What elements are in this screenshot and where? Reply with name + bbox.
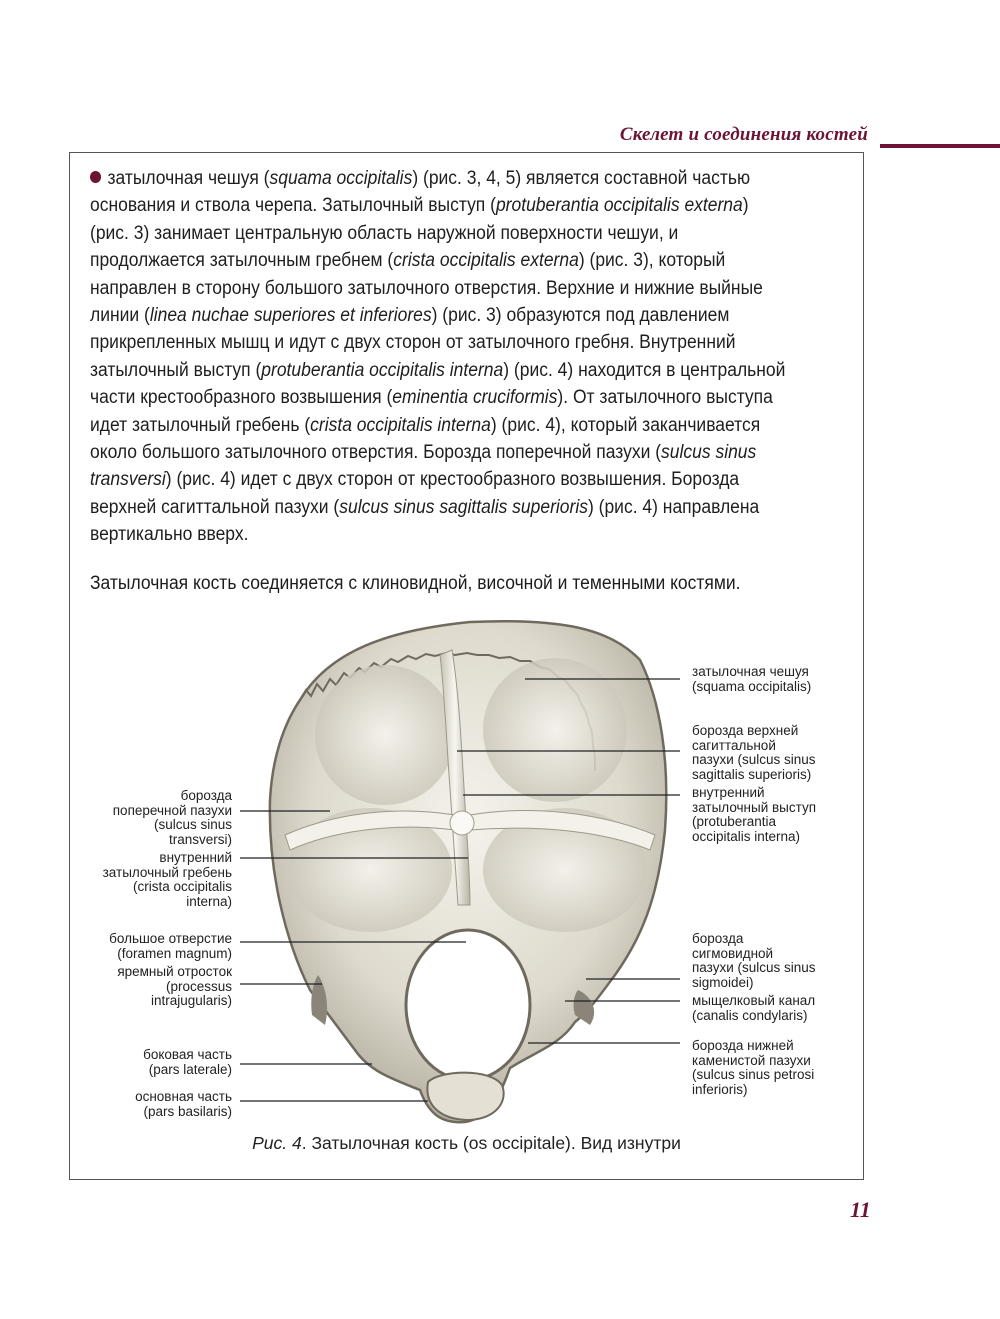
label-sulcus-transversi: борозда поперечной пазухи (sulcus sinus transversi) bbox=[112, 788, 232, 847]
latin-term: linea nuchae superiores et inferiores bbox=[149, 305, 432, 327]
text-segment: затылочная чешуя ( bbox=[107, 168, 270, 189]
latin-term: squama occipitalis bbox=[269, 168, 413, 189]
text-segment: ) (рис. 4), который заканчивается около большого затылочного отверстия. Борозда поперечной пазухи ( bbox=[90, 414, 761, 464]
label-protuberance-interna: внутренний затылочный выступ (protuberantia occipitalis interna) bbox=[692, 785, 817, 844]
latin-term: protuberantia occipitalis externa bbox=[495, 195, 743, 217]
label-pars-basilaris: основная часть (pars basilaris) bbox=[135, 1089, 232, 1119]
latin-term: sulcus sinus sagittalis superioris bbox=[339, 496, 588, 518]
section-header: Скелет и соединения костей bbox=[619, 124, 868, 145]
label-foramen-magnum: большое отверстие (foramen magnum) bbox=[109, 931, 232, 961]
text-segment: ) (рис. 4) находится в центральной части крестообразного возвышения ( bbox=[90, 359, 786, 409]
latin-term: protuberantia occipitalis interna bbox=[261, 359, 504, 381]
figure-caption bbox=[0, 1133, 933, 1154]
main-paragraph bbox=[90, 165, 789, 549]
text-segment: ) (рис. 3), который направлен в сторону большого затылочного отверстия. Верхние и нижние выйные линии ( bbox=[90, 250, 763, 327]
body-text bbox=[90, 165, 789, 549]
label-sulcus-sigmoidei: борозда сигмовидной пазухи (sulcus sinus sigmoidei) bbox=[692, 931, 816, 990]
header-rule bbox=[880, 144, 1000, 148]
label-jugular-process: яремный отросток (processus intrajugularis) bbox=[117, 964, 232, 1008]
latin-term: eminentia cruciformis bbox=[392, 387, 558, 409]
text-segment: ) (рис. 3, 4, 5) является составной частью основания и ствола черепа. Затылочный выступ ( bbox=[90, 168, 751, 217]
summary-line: Затылочная кость соединяется с клиновидной, височной и теменными костями. bbox=[90, 573, 741, 594]
label-crista-interna: внутренний затылочный гребень (crista occipitalis interna) bbox=[102, 850, 232, 909]
caption-prefix: Рис. 4 bbox=[252, 1133, 302, 1153]
bullet-icon bbox=[90, 171, 101, 183]
text-segment: ) (рис. 3) образуются под давлением прикрепленных мышц и идут с двух сторон от затылочного гребня. Внутренний затылочный выступ ( bbox=[90, 305, 736, 381]
label-sulcus-petrosi: борозда нижней каменистой пазухи (sulcus sinus petrosi inferioris) bbox=[692, 1038, 815, 1097]
latin-term: sulcus sinus transversi bbox=[90, 442, 757, 491]
latin-term: crista occipitalis interna bbox=[310, 414, 491, 436]
text-segment: ) (рис. 4) направлена вертикально вверх. bbox=[90, 496, 760, 546]
page-number: 11 bbox=[850, 1197, 871, 1222]
label-squama: затылочная чешуя (squama occipitalis) bbox=[692, 664, 812, 694]
text-segment: ) (рис. 3) занимает центральную область наружной поверхности чешуи, и продолжается затылочным гребнем ( bbox=[90, 195, 749, 272]
caption-text: . Затылочная кость (os occipitale). Вид изнутри bbox=[301, 1133, 681, 1153]
text-segment: ) (рис. 4) идет с двух сторон от крестообразного возвышения. Борозда верхней сагиттальной пазухи ( bbox=[90, 469, 740, 518]
label-sulcus-sagittalis: борозда верхней сагиттальной пазухи (sulcus sinus sagittalis superioris) bbox=[692, 723, 816, 782]
label-pars-lateralis: боковая часть (pars laterale) bbox=[143, 1047, 232, 1077]
latin-term: crista occipitalis externa bbox=[393, 250, 579, 272]
text-segment: ). От затылочного выступа идет затылочный гребень ( bbox=[90, 387, 773, 436]
label-canalis-condylaris: мыщелковый канал (canalis condylaris) bbox=[692, 993, 816, 1023]
